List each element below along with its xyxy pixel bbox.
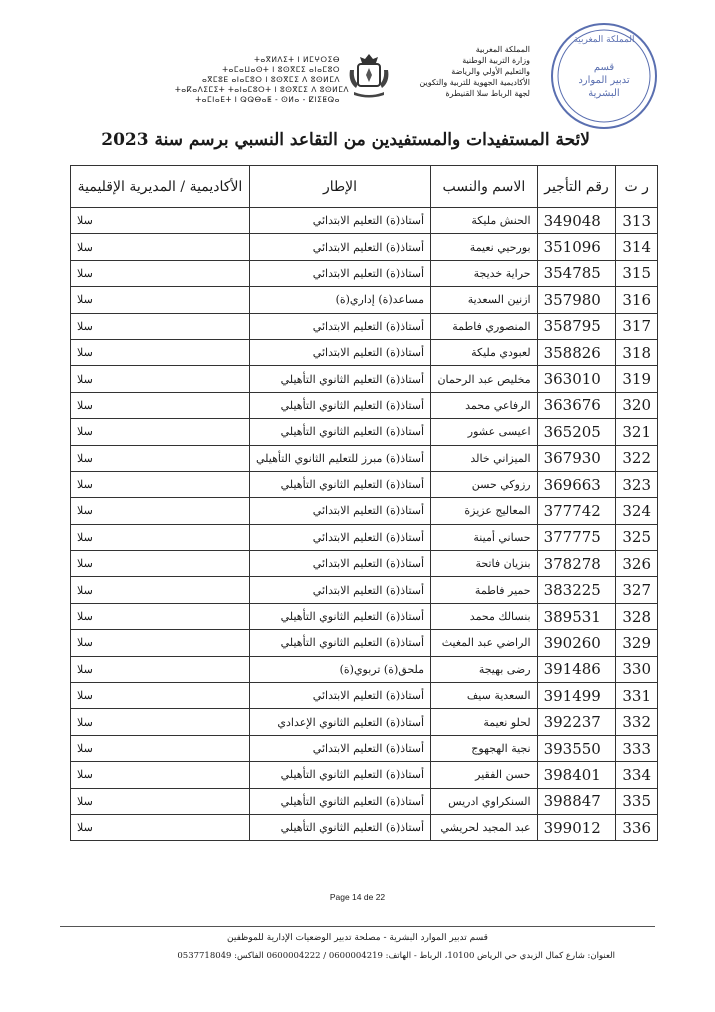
rank-cell: 319 bbox=[616, 366, 658, 392]
rank-cell: 321 bbox=[616, 419, 658, 445]
rank-cell: 331 bbox=[616, 683, 658, 709]
payroll-number-cell: 367930 bbox=[537, 445, 616, 471]
header-cadre: الإطار bbox=[249, 166, 430, 208]
table-row bbox=[71, 630, 658, 656]
directorate-cell: سلا bbox=[71, 208, 250, 234]
payroll-number-cell: 398401 bbox=[537, 762, 616, 788]
payroll-number-cell: 365205 bbox=[537, 419, 616, 445]
name-cell: بنزيان فاتحة bbox=[431, 551, 538, 577]
cadre-cell: أستاذ(ة) التعليم الابتدائي bbox=[249, 313, 430, 339]
payroll-number-cell: 357980 bbox=[537, 287, 616, 313]
tifinagh-line: ⵜⴰⴽⴰⴷⵉⵎⵉⵜ ⵜⴰⵏⴰⵎⵓⵔⵜ ⵏ ⵓⵙⴳⵎⵉ ⴷ ⵓⵙⵍⵎⴷ bbox=[175, 85, 350, 94]
directorate-cell: سلا bbox=[71, 287, 250, 313]
cadre-cell: مساعد(ة) إداري(ة) bbox=[249, 287, 430, 313]
cadre-cell: أستاذ(ة) التعليم الثانوي التأهيلي bbox=[249, 630, 430, 656]
payroll-number-cell: 391486 bbox=[537, 656, 616, 682]
cadre-cell: أستاذ(ة) التعليم الثانوي التأهيلي bbox=[249, 814, 430, 840]
cadre-cell: أستاذ(ة) التعليم الابتدائي bbox=[249, 498, 430, 524]
cadre-cell: أستاذ(ة) التعليم الابتدائي bbox=[249, 683, 430, 709]
directorate-cell: سلا bbox=[71, 683, 250, 709]
cadre-cell: أستاذ(ة) التعليم الثانوي التأهيلي bbox=[249, 419, 430, 445]
rank-cell: 332 bbox=[616, 709, 658, 735]
directorate-cell: سلا bbox=[71, 498, 250, 524]
payroll-number-cell: 358795 bbox=[537, 313, 616, 339]
directorate-cell: سلا bbox=[71, 339, 250, 365]
footer-divider bbox=[60, 926, 655, 927]
cadre-cell: أستاذ(ة) التعليم الابتدائي bbox=[249, 551, 430, 577]
table-row bbox=[71, 260, 658, 286]
table-header-row bbox=[71, 166, 658, 208]
table-row bbox=[71, 208, 658, 234]
cadre-cell: أستاذ(ة) التعليم الابتدائي bbox=[249, 524, 430, 550]
directorate-cell: سلا bbox=[71, 577, 250, 603]
table-row bbox=[71, 339, 658, 365]
cadre-cell: أستاذ(ة) التعليم الثانوي التأهيلي bbox=[249, 762, 430, 788]
payroll-number-cell: 378278 bbox=[537, 551, 616, 577]
payroll-number-cell: 363676 bbox=[537, 392, 616, 418]
payroll-number-cell: 399012 bbox=[537, 814, 616, 840]
name-cell: حساني أمينة bbox=[431, 524, 538, 550]
arabic-line: لجهة الرباط سلا القنيطرة bbox=[445, 89, 530, 98]
cadre-cell: أستاذ(ة) مبرز للتعليم الثانوي التأهيلي bbox=[249, 445, 430, 471]
table-row bbox=[71, 788, 658, 814]
rank-cell: 315 bbox=[616, 260, 658, 286]
payroll-number-cell: 390260 bbox=[537, 630, 616, 656]
directorate-cell: سلا bbox=[71, 471, 250, 497]
letterhead bbox=[0, 0, 715, 120]
rank-cell: 336 bbox=[616, 814, 658, 840]
cadre-cell: أستاذ(ة) التعليم الثانوي التأهيلي bbox=[249, 788, 430, 814]
payroll-number-cell: 398847 bbox=[537, 788, 616, 814]
tifinagh-line: ⴰⴳⵎⵓⴹ ⴰⵏⴰⵎⵓⵔ ⵏ ⵓⵙⴳⵎⵉ ⴷ ⵓⵙⵍⵎⴷ bbox=[201, 75, 340, 84]
beneficiaries-table bbox=[70, 165, 658, 841]
directorate-cell: سلا bbox=[71, 630, 250, 656]
name-cell: الحنش مليكة bbox=[431, 208, 538, 234]
cadre-cell: ملحق(ة) تربوي(ة) bbox=[249, 656, 430, 682]
rank-cell: 324 bbox=[616, 498, 658, 524]
header-rank: ر ت bbox=[616, 166, 658, 208]
header-name: الاسم والنسب bbox=[431, 166, 538, 208]
rank-cell: 316 bbox=[616, 287, 658, 313]
rank-cell: 322 bbox=[616, 445, 658, 471]
name-cell: المعاليج عزيزة bbox=[431, 498, 538, 524]
payroll-number-cell: 351096 bbox=[537, 234, 616, 260]
payroll-number-cell: 391499 bbox=[537, 683, 616, 709]
directorate-cell: سلا bbox=[71, 814, 250, 840]
directorate-cell: سلا bbox=[71, 392, 250, 418]
payroll-number-cell: 358826 bbox=[537, 339, 616, 365]
cadre-cell: أستاذ(ة) التعليم الثانوي التأهيلي bbox=[249, 392, 430, 418]
arabic-header bbox=[398, 44, 530, 99]
name-cell: المنصوري فاطمة bbox=[431, 313, 538, 339]
table-row bbox=[71, 683, 658, 709]
footer-department: قسم تدبير الموارد البشرية - مصلحة تدبير الوضعيات الإدارية للموظفين bbox=[227, 933, 488, 943]
rank-cell: 320 bbox=[616, 392, 658, 418]
name-cell: نجية الهجهوج bbox=[431, 735, 538, 761]
payroll-number-cell: 349048 bbox=[537, 208, 616, 234]
svg-text:المملكة المغربية: المملكة المغربية bbox=[573, 35, 635, 45]
payroll-number-cell: 383225 bbox=[537, 577, 616, 603]
cadre-cell: أستاذ(ة) التعليم الثانوي التأهيلي bbox=[249, 366, 430, 392]
payroll-number-cell: 369663 bbox=[537, 471, 616, 497]
rank-cell: 328 bbox=[616, 603, 658, 629]
table-row bbox=[71, 735, 658, 761]
name-cell: الرفاعي محمد bbox=[431, 392, 538, 418]
table-row bbox=[71, 366, 658, 392]
table-row bbox=[71, 445, 658, 471]
table-row bbox=[71, 498, 658, 524]
name-cell: اعيسى عشور bbox=[431, 419, 538, 445]
name-cell: الراضي عبد المغيث bbox=[431, 630, 538, 656]
name-cell: حسن الفقير bbox=[431, 762, 538, 788]
table-row bbox=[71, 709, 658, 735]
table-row bbox=[71, 287, 658, 313]
rank-cell: 325 bbox=[616, 524, 658, 550]
cadre-cell: أستاذ(ة) التعليم الثانوي التأهيلي bbox=[249, 471, 430, 497]
royal-emblem-icon bbox=[344, 50, 394, 100]
cadre-cell: أستاذ(ة) التعليم الابتدائي bbox=[249, 208, 430, 234]
arabic-line: وزارة التربية الوطنية bbox=[462, 56, 530, 65]
name-cell: عبد المجيد لحريشي bbox=[431, 814, 538, 840]
table-row bbox=[71, 471, 658, 497]
document-title: لائحة المستفيدات والمستفيدين من التقاعد النسبي برسم سنة 2023 bbox=[101, 130, 590, 150]
name-cell: رزوكي حسن bbox=[431, 471, 538, 497]
cadre-cell: أستاذ(ة) التعليم الابتدائي bbox=[249, 234, 430, 260]
name-cell: مخليص عبد الرحمان bbox=[431, 366, 538, 392]
arabic-line: والتعليم الأولي والرياضة bbox=[451, 67, 530, 76]
cadre-cell: أستاذ(ة) التعليم الابتدائي bbox=[249, 339, 430, 365]
tifinagh-header bbox=[175, 55, 350, 105]
header-payroll-number: رقم التأجير bbox=[537, 166, 616, 208]
rank-cell: 327 bbox=[616, 577, 658, 603]
table-row bbox=[71, 814, 658, 840]
name-cell: لحلو نعيمة bbox=[431, 709, 538, 735]
svg-text:قسم: قسم bbox=[593, 62, 615, 73]
name-cell: بورحيي نعيمة bbox=[431, 234, 538, 260]
payroll-number-cell: 377742 bbox=[537, 498, 616, 524]
cadre-cell: أستاذ(ة) التعليم الابتدائي bbox=[249, 260, 430, 286]
svg-text:البشرية: البشرية bbox=[588, 88, 620, 99]
directorate-cell: سلا bbox=[71, 419, 250, 445]
payroll-number-cell: 393550 bbox=[537, 735, 616, 761]
rank-cell: 329 bbox=[616, 630, 658, 656]
directorate-cell: سلا bbox=[71, 313, 250, 339]
directorate-cell: سلا bbox=[71, 260, 250, 286]
name-cell: السنكراوي ادريس bbox=[431, 788, 538, 814]
rank-cell: 333 bbox=[616, 735, 658, 761]
rank-cell: 326 bbox=[616, 551, 658, 577]
payroll-number-cell: 392237 bbox=[537, 709, 616, 735]
name-cell: السعدية سيف bbox=[431, 683, 538, 709]
directorate-cell: سلا bbox=[71, 762, 250, 788]
table-row bbox=[71, 419, 658, 445]
cadre-cell: أستاذ(ة) التعليم الابتدائي bbox=[249, 735, 430, 761]
table-row bbox=[71, 656, 658, 682]
payroll-number-cell: 354785 bbox=[537, 260, 616, 286]
directorate-cell: سلا bbox=[71, 709, 250, 735]
department-stamp bbox=[548, 20, 660, 132]
directorate-cell: سلا bbox=[71, 788, 250, 814]
tifinagh-line: ⵜⴰⵎⵏⴰⴹⵜ ⵏ ⵕⵕⴱⴰⵟ - ⵙⵍⴰ - ⵇⵏⵉⵟⵕⴰ bbox=[195, 95, 340, 104]
page-number: Page 14 de 22 bbox=[329, 892, 386, 902]
name-cell: لعبودي مليكة bbox=[431, 339, 538, 365]
name-cell: حمير فاطمة bbox=[431, 577, 538, 603]
rank-cell: 317 bbox=[616, 313, 658, 339]
directorate-cell: سلا bbox=[71, 735, 250, 761]
table-row bbox=[71, 577, 658, 603]
svg-text:تدبير الموارد: تدبير الموارد bbox=[578, 75, 630, 86]
table-row bbox=[71, 762, 658, 788]
footer-address: العنوان: شارع كمال الزبدي حي الرياض 10100، الرباط - الهاتف: 0600004219 / 0600004222 الفاكس: 0537718049 bbox=[177, 951, 615, 961]
cadre-cell: أستاذ(ة) التعليم الثانوي التأهيلي bbox=[249, 603, 430, 629]
rank-cell: 314 bbox=[616, 234, 658, 260]
table-row bbox=[71, 603, 658, 629]
rank-cell: 330 bbox=[616, 656, 658, 682]
rank-cell: 334 bbox=[616, 762, 658, 788]
directorate-cell: سلا bbox=[71, 234, 250, 260]
rank-cell: 318 bbox=[616, 339, 658, 365]
name-cell: بنسالك محمد bbox=[431, 603, 538, 629]
cadre-cell: أستاذ(ة) التعليم الابتدائي bbox=[249, 577, 430, 603]
header-directorate: الأكاديمية / المديرية الإقليمية bbox=[71, 166, 250, 208]
payroll-number-cell: 363010 bbox=[537, 366, 616, 392]
arabic-line: الأكاديمية الجهوية للتربية والتكوين bbox=[419, 78, 530, 87]
name-cell: الميزاني خالد bbox=[431, 445, 538, 471]
tifinagh-line: ⵜⴰⴳⵍⴷⵉⵜ ⵏ ⵍⵎⵖⵔⵉⴱ bbox=[254, 55, 340, 64]
payroll-number-cell: 389531 bbox=[537, 603, 616, 629]
table-row bbox=[71, 392, 658, 418]
directorate-cell: سلا bbox=[71, 551, 250, 577]
tifinagh-line: ⵜⴰⵎⴰⵡⴰⵙⵜ ⵏ ⵓⵙⴳⵎⵉ ⴰⵏⴰⵎⵓⵔ bbox=[222, 65, 340, 74]
name-cell: حراية خديجة bbox=[431, 260, 538, 286]
directorate-cell: سلا bbox=[71, 524, 250, 550]
table-row bbox=[71, 524, 658, 550]
directorate-cell: سلا bbox=[71, 603, 250, 629]
payroll-number-cell: 377775 bbox=[537, 524, 616, 550]
rank-cell: 323 bbox=[616, 471, 658, 497]
table-row bbox=[71, 234, 658, 260]
table-row bbox=[71, 313, 658, 339]
rank-cell: 335 bbox=[616, 788, 658, 814]
name-cell: رضى بهيجة bbox=[431, 656, 538, 682]
table-row bbox=[71, 551, 658, 577]
directorate-cell: سلا bbox=[71, 656, 250, 682]
arabic-line: المملكة المغربية bbox=[475, 45, 530, 54]
rank-cell: 313 bbox=[616, 208, 658, 234]
name-cell: ازنين السعدية bbox=[431, 287, 538, 313]
cadre-cell: أستاذ(ة) التعليم الثانوي الإعدادي bbox=[249, 709, 430, 735]
directorate-cell: سلا bbox=[71, 445, 250, 471]
directorate-cell: سلا bbox=[71, 366, 250, 392]
